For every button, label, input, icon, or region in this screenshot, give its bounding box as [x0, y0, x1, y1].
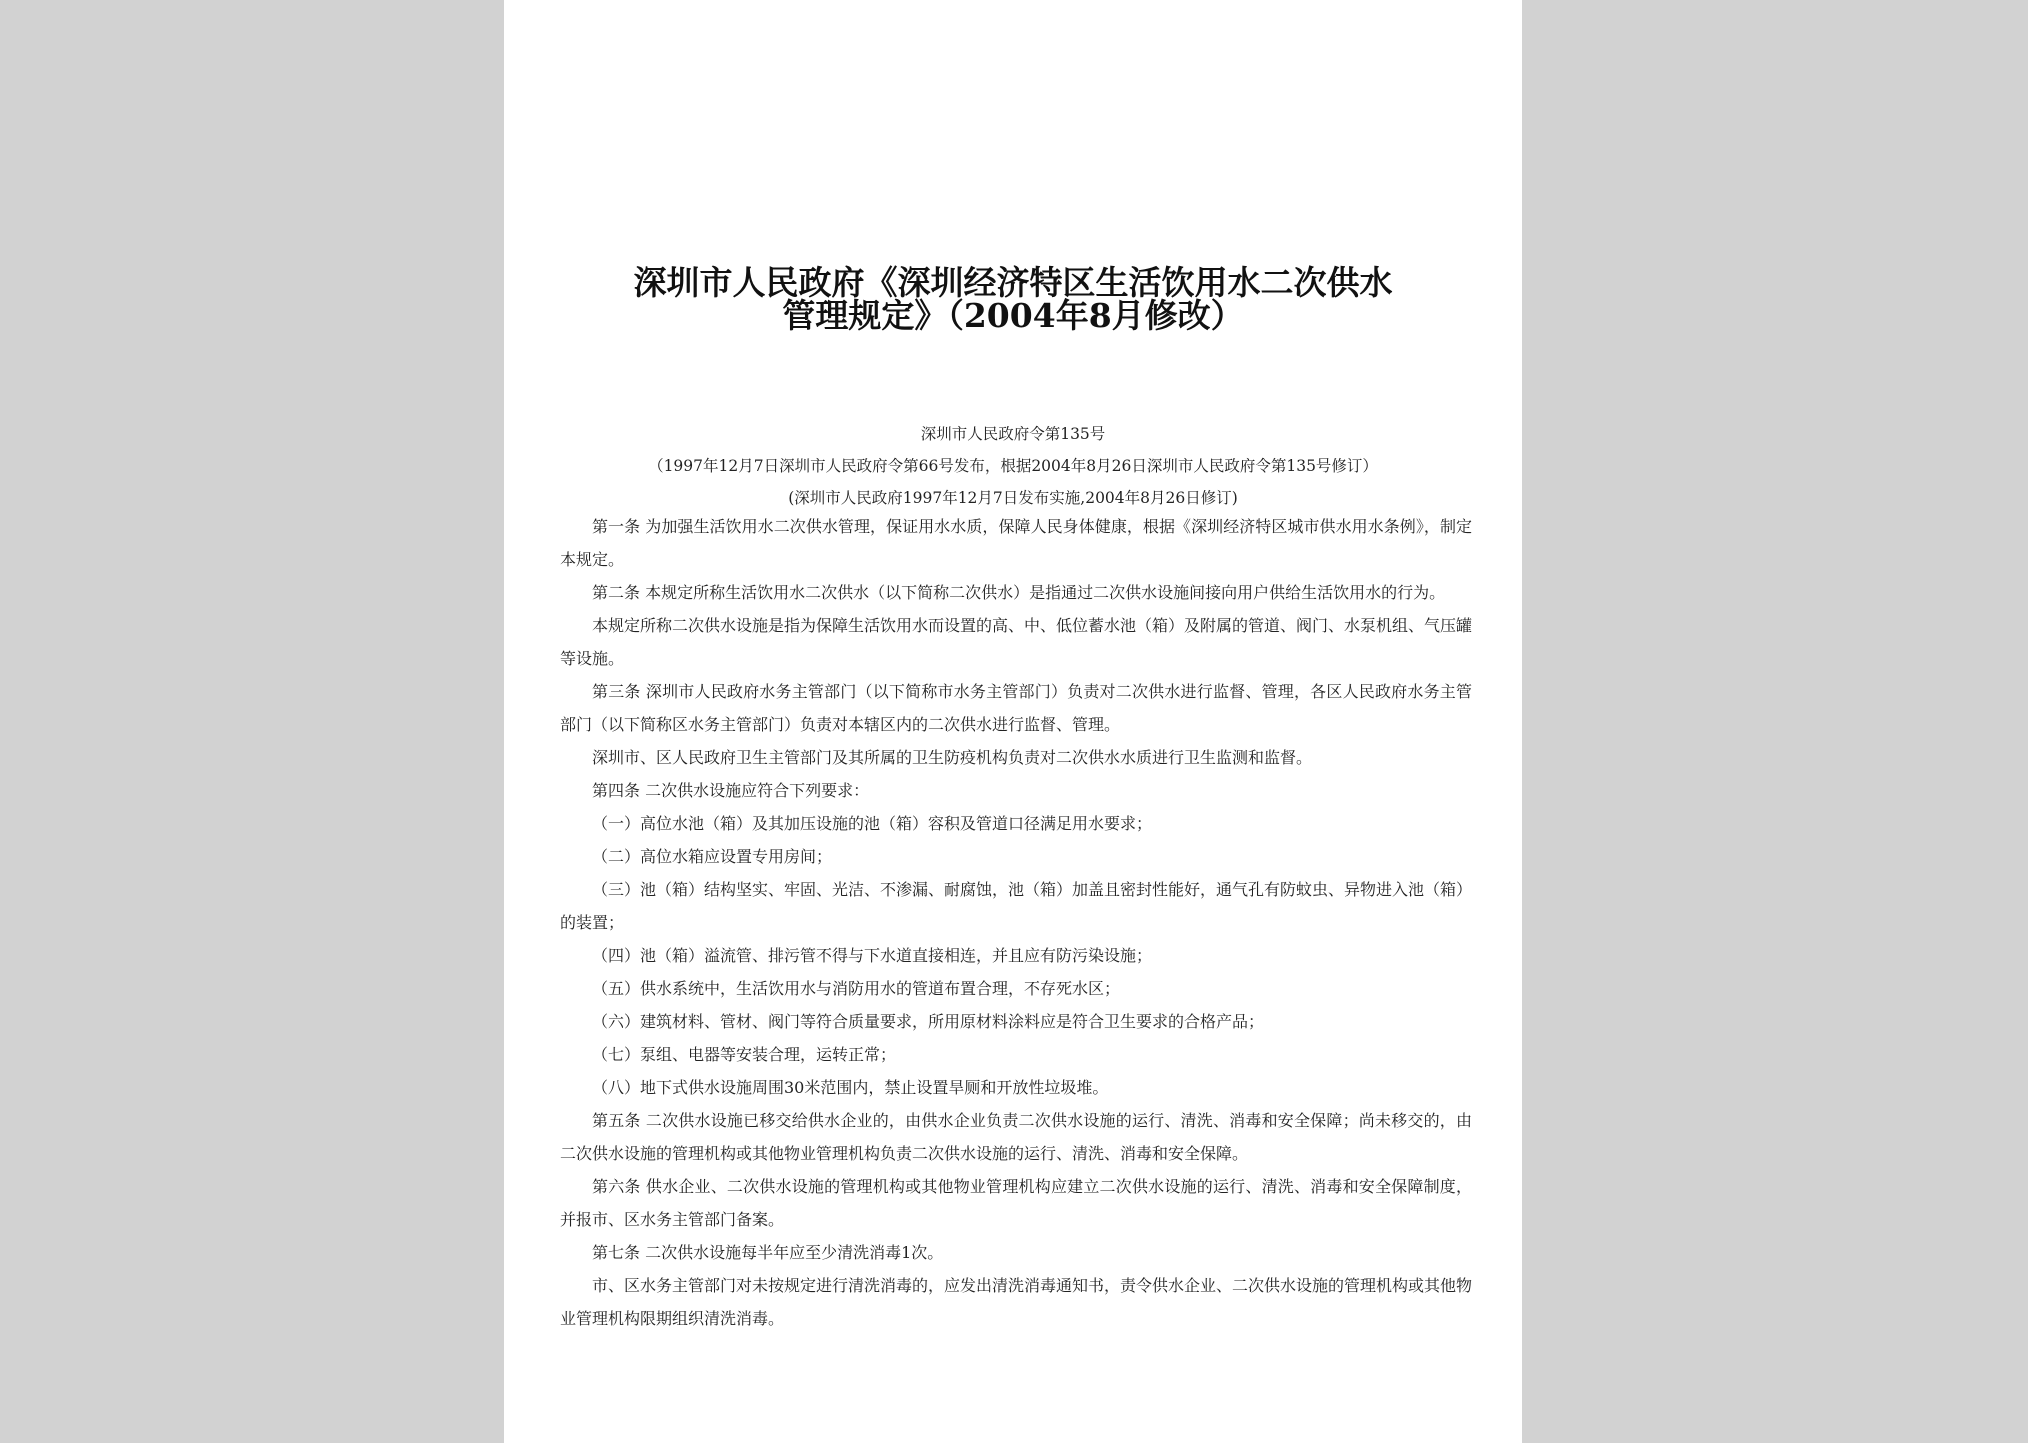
article-4-item-7: （七）泵组、电器等安装合理，运转正常； — [592, 1045, 897, 1064]
article-4-item-4: （四）池（箱）溢流管、排污管不得与下水道直接相连，并且应有防污染设施； — [592, 946, 1153, 965]
article-3-clause: 深圳市、区人民政府卫生主管部门及其所属的卫生防疫机构负责对二次供水水质进行卫生监测和监督。 — [592, 748, 1313, 767]
publish-note: （1997年12月7日深圳市人民政府令第66号发布，根据2004年8月26日深圳市人民政府令第135号修订） — [648, 457, 1378, 475]
document-title-line1: 深圳市人民政府《深圳经济特区生活饮用水二次供水 — [633, 263, 1393, 302]
document-title-line2: 管理规定》（2004年8月修改） — [782, 296, 1244, 335]
revision-note: (深圳市人民政府1997年12月7日发布实施,2004年8月26日修订) — [788, 489, 1238, 507]
document-page — [504, 0, 1522, 1443]
article-2: 第二条 本规定所称生活饮用水二次供水（以下简称二次供水）是指通过二次供水设施间接向用户供给生活饮用水的行为。 — [592, 583, 1446, 602]
article-4-item-5: （五）供水系统中，生活饮用水与消防用水的管道布置合理，不存死水区； — [592, 979, 1121, 998]
article-5: 第五条 二次供水设施已移交给供水企业的，由供水企业负责二次供水设施的运行、清洗、消毒和安全保障；尚未移交的，由二次供水设施的管理机构或其他物业管理机构负责二次供水设施的运行、清洗、消毒和安全保障。 — [560, 1111, 1472, 1163]
article-6: 第六条 供水企业、二次供水设施的管理机构或其他物业管理机构应建立二次供水设施的运行、清洗、消毒和安全保障制度，并报市、区水务主管部门备案。 — [560, 1177, 1472, 1229]
article-3: 第三条 深圳市人民政府水务主管部门（以下简称市水务主管部门）负责对二次供水进行监督、管理，各区人民政府水务主管部门（以下简称区水务主管部门）负责对本辖区内的二次供水进行监督、管理。 — [560, 682, 1472, 734]
article-7-clause: 市、区水务主管部门对未按规定进行清洗消毒的，应发出清洗消毒通知书，责令供水企业、二次供水设施的管理机构或其他物业管理机构限期组织清洗消毒。 — [560, 1276, 1473, 1328]
article-7: 第七条 二次供水设施每半年应至少清洗消毒1次。 — [592, 1243, 944, 1262]
article-4-item-1: （一）高位水池（箱）及其加压设施的池（箱）容积及管道口径满足用水要求； — [592, 814, 1153, 833]
article-4: 第四条 二次供水设施应符合下列要求： — [592, 781, 870, 800]
article-4-item-2: （二）高位水箱应设置专用房间； — [592, 847, 833, 866]
order-number: 深圳市人民政府令第135号 — [920, 425, 1106, 443]
article-4-item-6: （六）建筑材料、管材、阀门等符合质量要求，所用原材料涂料应是符合卫生要求的合格产品； — [592, 1012, 1265, 1031]
article-4-item-8: （八）地下式供水设施周围30米范围内，禁止设置旱厕和开放性垃圾堆。 — [592, 1078, 1109, 1097]
article-4-item-3: （三）池（箱）结构坚实、牢固、光洁、不渗漏、耐腐蚀，池（箱）加盖且密封性能好，通气孔有防蚊虫、异物进入池（箱）的装置； — [560, 880, 1473, 932]
article-1: 第一条 为加强生活饮用水二次供水管理，保证用水水质，保障人民身体健康，根据《深圳经济特区城市供水用水条例》，制定本规定。 — [560, 517, 1472, 569]
article-2-clause: 本规定所称二次供水设施是指为保障生活饮用水而设置的高、中、低位蓄水池（箱）及附属的管道、阀门、水泵机组、气压罐等设施。 — [560, 616, 1473, 668]
document-body — [560, 510, 1472, 1335]
